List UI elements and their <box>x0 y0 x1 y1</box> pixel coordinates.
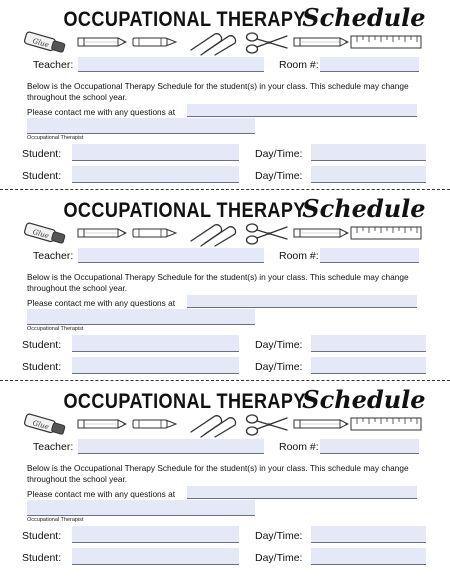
daytime-label: Day/Time: <box>255 148 303 160</box>
schedule-form <box>0 382 450 572</box>
contact-label: Please contact me with any questions at <box>27 107 176 117</box>
daytime-field[interactable] <box>311 166 426 183</box>
pencil-icon <box>293 410 349 438</box>
glue-label: Glue <box>31 36 50 50</box>
therapist-caption: Occupational Therapist <box>27 517 84 523</box>
scissors-icon <box>243 28 291 56</box>
glue-stick-icon <box>22 28 70 56</box>
crayon-icon <box>130 410 178 438</box>
contact-field[interactable] <box>187 104 417 117</box>
pencil-icon <box>77 28 127 56</box>
therapist-caption: Occupational Therapist <box>27 326 84 332</box>
intro-text: Below is the Occupational Therapy Schedule for the student(s) in your class. This schedule may change throughout the school year. <box>27 81 409 102</box>
scissors-icon <box>243 219 291 247</box>
teacher-field[interactable] <box>78 439 264 454</box>
daytime-label: Day/Time: <box>255 552 303 564</box>
contact-label: Please contact me with any questions at <box>27 298 176 308</box>
teacher-field[interactable] <box>78 248 264 263</box>
daytime-field[interactable] <box>311 548 426 565</box>
daytime-label: Day/Time: <box>255 339 303 351</box>
teacher-label: Teacher: <box>33 250 74 262</box>
scissors-icon <box>243 410 291 438</box>
pencil-icon <box>77 410 127 438</box>
contact-field[interactable] <box>187 486 417 499</box>
teacher-label: Teacher: <box>33 59 74 71</box>
daytime-field[interactable] <box>311 526 426 543</box>
glue-stick-icon <box>22 219 70 247</box>
therapist-field[interactable] <box>27 500 255 516</box>
intro-text: Below is the Occupational Therapy Schedule for the student(s) in your class. This schedule may change throughout the school year. <box>27 272 409 293</box>
daytime-label: Day/Time: <box>255 170 303 182</box>
contact-label: Please contact me with any questions at <box>27 489 176 499</box>
title-script: Schedule <box>302 194 426 223</box>
paperclip-icon <box>185 410 241 438</box>
ruler-icon <box>350 410 422 438</box>
therapist-field[interactable] <box>27 309 255 325</box>
room-field[interactable] <box>320 57 419 72</box>
title-main: OCCUPATIONAL THERAPY <box>63 8 307 31</box>
cut-line <box>0 189 450 190</box>
teacher-field[interactable] <box>78 57 264 72</box>
room-label: Room #: <box>279 59 319 71</box>
therapist-field[interactable] <box>27 118 255 134</box>
pencil-icon <box>293 28 349 56</box>
title-main: OCCUPATIONAL THERAPY <box>63 390 307 413</box>
pencil-icon <box>77 219 127 247</box>
room-field[interactable] <box>320 248 419 263</box>
title-script: Schedule <box>302 385 426 414</box>
student-label: Student: <box>22 339 62 351</box>
schedule-form <box>0 191 450 381</box>
room-field[interactable] <box>320 439 419 454</box>
paperclip-icon <box>185 28 241 56</box>
ruler-icon <box>350 28 422 56</box>
therapist-caption: Occupational Therapist <box>27 135 84 141</box>
room-label: Room #: <box>279 441 319 453</box>
daytime-field[interactable] <box>311 144 426 161</box>
glue-stick-icon <box>22 410 70 438</box>
student-field[interactable] <box>72 357 239 374</box>
teacher-label: Teacher: <box>33 441 74 453</box>
student-field[interactable] <box>72 548 239 565</box>
contact-field[interactable] <box>187 295 417 308</box>
student-label: Student: <box>22 148 62 160</box>
room-label: Room #: <box>279 250 319 262</box>
student-field[interactable] <box>72 335 239 352</box>
student-label: Student: <box>22 361 62 373</box>
glue-label: Glue <box>31 227 50 241</box>
daytime-field[interactable] <box>311 357 426 374</box>
intro-text: Below is the Occupational Therapy Schedule for the student(s) in your class. This schedule may change throughout the school year. <box>27 463 409 484</box>
student-label: Student: <box>22 552 62 564</box>
crayon-icon <box>130 219 178 247</box>
schedule-form <box>0 0 450 190</box>
ruler-icon <box>350 219 422 247</box>
student-field[interactable] <box>72 526 239 543</box>
paperclip-icon <box>185 219 241 247</box>
daytime-label: Day/Time: <box>255 361 303 373</box>
title-main: OCCUPATIONAL THERAPY <box>63 199 307 222</box>
student-field[interactable] <box>72 166 239 183</box>
daytime-field[interactable] <box>311 335 426 352</box>
title-script: Schedule <box>302 3 426 32</box>
student-field[interactable] <box>72 144 239 161</box>
crayon-icon <box>130 28 178 56</box>
daytime-label: Day/Time: <box>255 530 303 542</box>
cut-line <box>0 380 450 381</box>
student-label: Student: <box>22 530 62 542</box>
student-label: Student: <box>22 170 62 182</box>
glue-label: Glue <box>31 418 50 432</box>
pencil-icon <box>293 219 349 247</box>
